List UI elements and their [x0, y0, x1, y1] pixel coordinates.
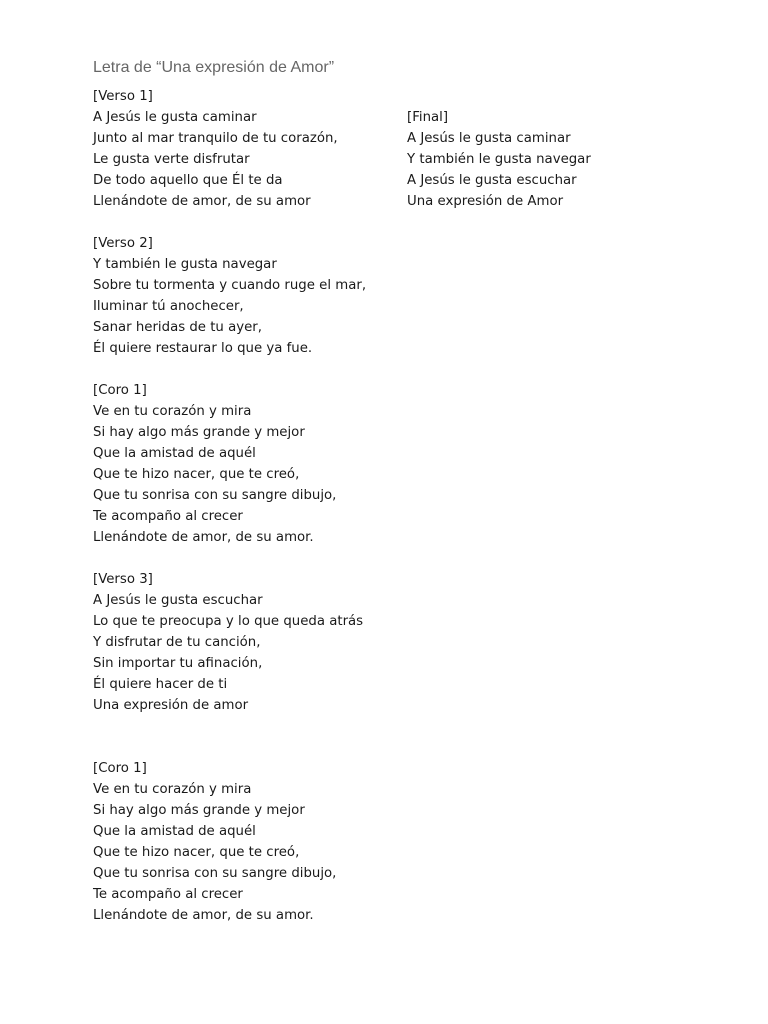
section-coro-1	[93, 380, 366, 548]
lyric-line: Él quiere hacer de ti	[93, 677, 228, 692]
section-verso-3	[93, 569, 366, 716]
lyric-line: Ve en tu corazón y mira	[93, 404, 252, 419]
lyric-line: Llenándote de amor, de su amor	[93, 194, 311, 209]
section-label: [Final]	[407, 110, 449, 125]
lyric-line: Llenándote de amor, de su amor.	[93, 530, 314, 545]
lyric-line: Y disfrutar de tu canción,	[93, 635, 261, 650]
lyric-line: Te acompaño al crecer	[93, 887, 243, 902]
lyric-line: Sobre tu tormenta y cuando ruge el mar,	[93, 278, 367, 293]
section-coro-1-repeat	[93, 758, 366, 926]
section-label: [Verso 2]	[93, 236, 153, 251]
lyric-line: Te acompaño al crecer	[93, 509, 243, 524]
lyric-line: Llenándote de amor, de su amor.	[93, 908, 314, 923]
lyric-line: Que la amistad de aquél	[93, 824, 256, 839]
lyric-line: De todo aquello que Él te da	[93, 173, 283, 188]
lyric-line: Junto al mar tranquilo de tu corazón,	[93, 131, 338, 146]
lyric-line: Que tu sonrisa con su sangre dibujo,	[93, 866, 337, 881]
lyric-line: Que te hizo nacer, que te creó,	[93, 467, 300, 482]
lyric-line: Le gusta verte disfrutar	[93, 152, 250, 167]
lyric-line: Ve en tu corazón y mira	[93, 782, 252, 797]
lyric-line: Una expresión de amor	[93, 698, 249, 713]
section-verso-1	[93, 86, 366, 212]
section-label: [Verso 3]	[93, 572, 153, 587]
section-final	[407, 107, 591, 212]
lyric-line: Lo que te preocupa y lo que queda atrás	[93, 614, 364, 629]
lyric-line: Si hay algo más grande y mejor	[93, 803, 305, 818]
lyric-line: Que te hizo nacer, que te creó,	[93, 845, 300, 860]
lyric-line: Él quiere restaurar lo que ya fue.	[93, 341, 313, 356]
lyric-line: Si hay algo más grande y mejor	[93, 425, 305, 440]
lyric-line: A Jesús le gusta escuchar	[93, 593, 263, 608]
section-label: [Coro 1]	[93, 383, 147, 398]
section-label: [Verso 1]	[93, 89, 153, 104]
lyric-line: Y también le gusta navegar	[93, 257, 277, 272]
page-title: Letra de “Una expresión de Amor”	[93, 59, 335, 76]
section-verso-2	[93, 233, 366, 359]
lyric-line: Sanar heridas de tu ayer,	[93, 320, 262, 335]
lyric-line: A Jesús le gusta caminar	[407, 131, 571, 146]
lyric-line: Que tu sonrisa con su sangre dibujo,	[93, 488, 337, 503]
lyric-line: Sin importar tu afinación,	[93, 656, 263, 671]
lyrics-right-column	[407, 107, 591, 212]
lyric-line: A Jesús le gusta caminar	[93, 110, 257, 125]
lyric-line: Una expresión de Amor	[407, 194, 564, 209]
lyric-line: Iluminar tú anochecer,	[93, 299, 244, 314]
lyric-line: A Jesús le gusta escuchar	[407, 173, 577, 188]
lyric-line: Y también le gusta navegar	[407, 152, 591, 167]
lyric-line: Que la amistad de aquél	[93, 446, 256, 461]
section-label: [Coro 1]	[93, 761, 147, 776]
lyrics-left-column	[93, 86, 366, 926]
